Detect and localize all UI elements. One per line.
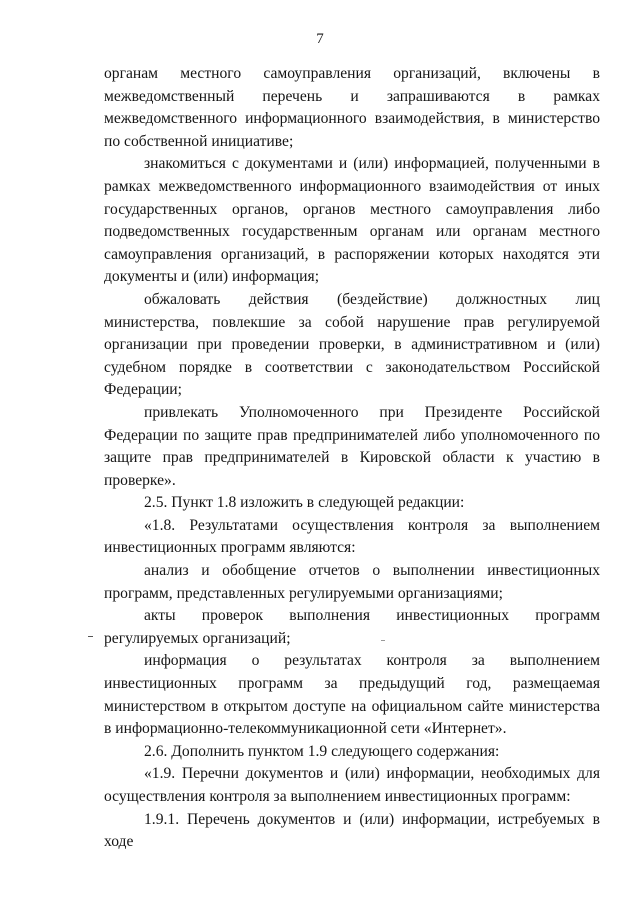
scan-artifact-mark bbox=[381, 640, 385, 641]
paragraph-familiarize: знакомиться с документами и (или) информацией, полученными в рамках межведомственного информационного взаимодействия от иных государственных органов, органов местного самоуправления либо подведомственных государственным органам или органам местного самоуправления организаций, в распоряжении которых находятся эти документы и (или) информация; bbox=[104, 155, 600, 286]
paragraph-continuation: органам местного самоуправления организаций, включены в межведомственный перечень и запрашиваются в рамках межведомственного информационного взаимодействия, в министерство по собственной инициативе; bbox=[104, 65, 600, 150]
paragraph-item-1-8: «1.8. Результатами осуществления контроля за выполнением инвестиционных программ являются: bbox=[104, 516, 600, 557]
paragraph-clause-2-5: 2.5. Пункт 1.8 изложить в следующей редакции: bbox=[144, 494, 465, 512]
paragraph-item-1-9: «1.9. Перечни документов и (или) информации, необходимых для осуществления контроля за выполнением инвестиционных программ: bbox=[104, 765, 600, 805]
paragraph-analysis: анализ и обобщение отчетов о выполнении инвестиционных программ, представленных регулируемыми организациями; bbox=[104, 562, 600, 602]
paragraph-control-results: информация о результатах контроля за выполнением инвестиционных программ за предыдущий год, размещаемая министерством в открытом доступе на официальном сайте министерства в информационно-телекоммуникационной сети «Интернет». bbox=[104, 652, 600, 738]
scan-artifact-mark bbox=[88, 636, 93, 637]
paragraph-inspection-acts: акты проверок выполнения инвестиционных программ регулируемых организаций; bbox=[104, 607, 600, 647]
paragraph-item-1-9-1: 1.9.1. Перечень документов и (или) информации, истребуемых в ходе bbox=[104, 810, 600, 851]
paragraph-clause-2-6: 2.6. Дополнить пунктом 1.9 следующего содержания: bbox=[144, 742, 500, 760]
page-number: 7 bbox=[316, 31, 324, 47]
paragraph-appeal: обжаловать действия (бездействие) должностных лиц министерства, повлекшие за собой нарушение прав регулируемой организации при проведении проверки, в административном и (или) судебном порядке в соответствии с законодательством Российской Федерации; bbox=[104, 290, 600, 399]
paragraph-ombudsman: привлекать Уполномоченного при Президенте Российской Федерации по защите прав предпринимателей либо уполномоченного по защите прав предпринимателей в Кировской области к участию в проверке». bbox=[104, 403, 600, 489]
document-body bbox=[104, 63, 600, 854]
